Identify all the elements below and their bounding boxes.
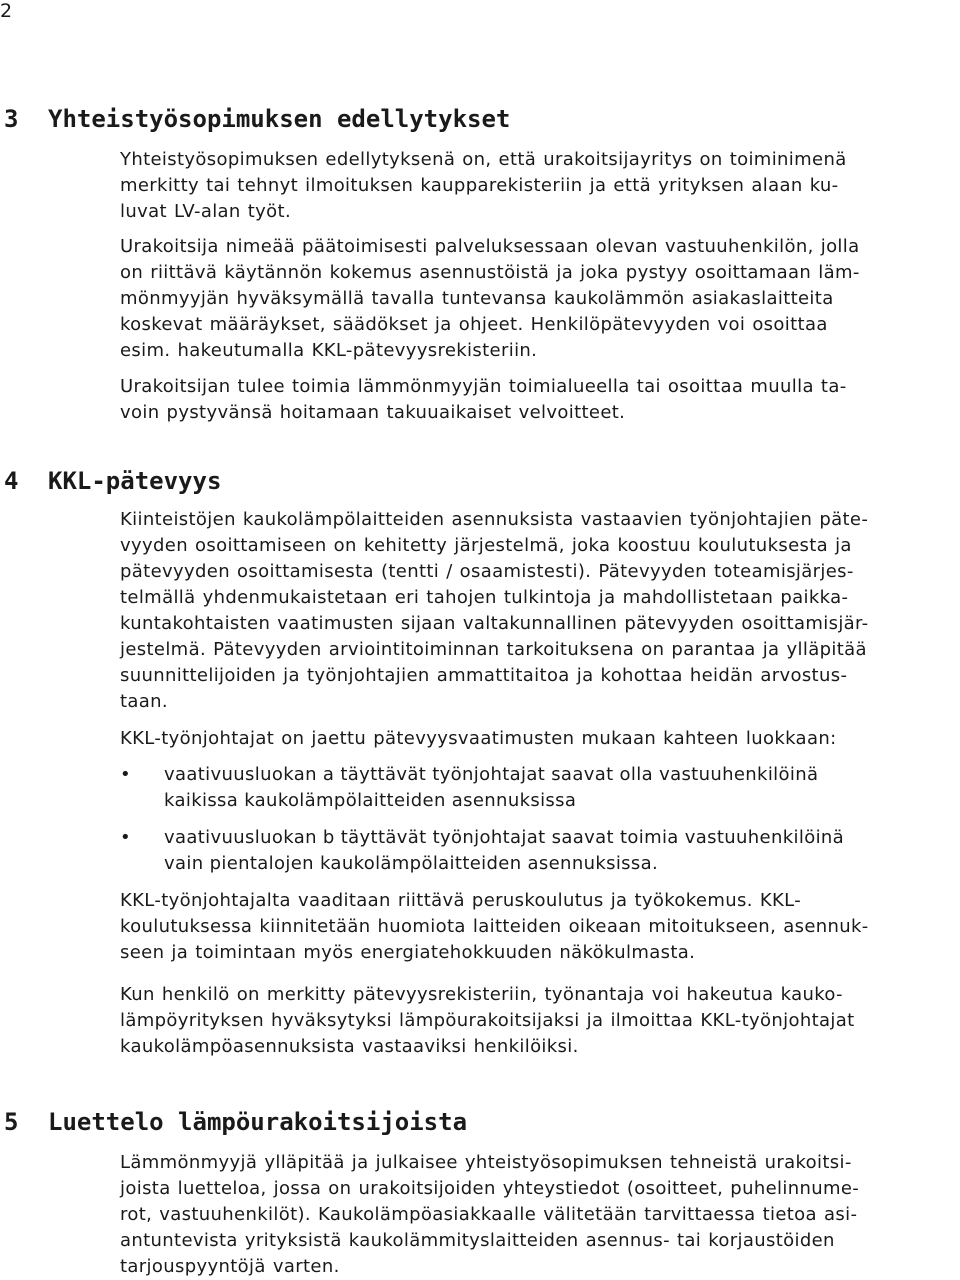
- section-number: 3: [4, 105, 19, 133]
- text-line: KKL-työnjohtajalta vaaditaan riittävä peruskoulutus ja työkokemus. KKL-: [120, 890, 802, 911]
- text-line: Kiinteistöjen kaukolämpölaitteiden asennuksista vastaavien työnjohtajien päte-: [120, 509, 869, 530]
- text-line: telmällä yhdenmukaistetaan eri tahojen tulkintoja ja mahdollistetaan paikka-: [120, 587, 849, 608]
- text-line: joista luetteloa, jossa on urakoitsijoiden yhteystiedot (osoitteet, puhelinnume-: [120, 1178, 860, 1199]
- section-number: 5: [4, 1108, 19, 1136]
- text-line: kaikissa kaukolämpölaitteiden asennuksissa: [164, 790, 577, 811]
- text-line: kaukolämpöasennuksista vastaaviksi henkilöiksi.: [120, 1036, 579, 1057]
- section-title: KKL-pätevyys: [48, 467, 222, 495]
- page-number: 2: [0, 0, 13, 22]
- text-line: Lämmönmyyjä ylläpitää ja julkaisee yhteistyösopimuksen tehneistä urakoitsi-: [120, 1152, 852, 1173]
- paragraph: [120, 1150, 950, 1280]
- text-line: vaativuusluokan a täyttävät työnjohtajat saavat olla vastuuhenkilöinä: [164, 764, 819, 785]
- text-line: lämpöyrityksen hyväksytyksi lämpöurakoitsijaksi ja ilmoittaa KKL-työnjohtajat: [120, 1010, 855, 1031]
- text-line: luvat LV-alan työt.: [120, 201, 292, 222]
- text-line: KKL-työnjohtajat on jaettu pätevyysvaatimusten mukaan kahteen luokkaan:: [120, 728, 837, 749]
- section-4-heading: [4, 466, 221, 496]
- text-line: antuntevista yrityksistä kaukolämmityslaitteiden asennus- tai korjaustöiden: [120, 1230, 835, 1251]
- text-line: voin pystyvänsä hoitamaan takuuaikaiset velvoitteet.: [120, 402, 626, 423]
- text-line: Kun henkilö on merkitty pätevyysrekisteriin, työnantaja voi hakeutua kauko-: [120, 984, 843, 1005]
- text-line: Urakoitsijan tulee toimia lämmönmyyjän toimialueella tai osoittaa muulla ta-: [120, 376, 847, 397]
- text-line: jestelmä. Pätevyyden arviointitoiminnan tarkoituksena on parantaa ja ylläpitää: [120, 639, 867, 660]
- text-line: pätevyyden osoittamisesta (tentti / osaamistesti). Pätevyyden toteamisjärjes-: [120, 561, 854, 582]
- text-line: merkitty tai tehnyt ilmoituksen kaupparekisteriin ja että yrityksen alaan ku-: [120, 175, 839, 196]
- text-line: Yhteistyösopimuksen edellytyksenä on, että urakoitsijayritys on toiminimenä: [120, 149, 847, 170]
- text-line: koskevat määräykset, säädökset ja ohjeet. Henkilöpätevyyden voi osoittaa: [120, 314, 828, 335]
- section-3-heading: [4, 104, 510, 134]
- text-line: taan.: [120, 691, 168, 712]
- section-5-heading: [4, 1107, 467, 1137]
- paragraph: [120, 888, 950, 966]
- text-line: suunnittelijoiden ja työnjohtajien ammattitaitoa ja kohottaa heidän arvostus-: [120, 665, 848, 686]
- text-line: koulutuksessa kiinnitetään huomiota laitteiden oikeaan mitoitukseen, asennuk-: [120, 916, 869, 937]
- section-number: 4: [4, 467, 19, 495]
- text-line: vaativuusluokan b täyttävät työnjohtajat saavat toimia vastuuhenkilöinä: [164, 827, 845, 848]
- text-line: on riittävä käytännön kokemus asennustöistä ja joka pystyy osoittamaan läm-: [120, 262, 860, 283]
- bullet-icon: •: [120, 827, 131, 848]
- paragraph: [120, 726, 950, 752]
- text-line: rot, vastuuhenkilöt). Kaukolämpöasiakkaalle välitetään tarvittaessa tietoa asi-: [120, 1204, 858, 1225]
- section-title: Yhteistyösopimuksen edellytykset: [48, 105, 511, 133]
- paragraph: [120, 234, 950, 364]
- text-line: kuntakohtaisten vaatimusten sijaan valtakunnallinen pätevyyden osoittamisjär-: [120, 613, 869, 634]
- paragraph: [120, 982, 950, 1060]
- section-title: Luettelo lämpöurakoitsijoista: [48, 1108, 468, 1136]
- text-line: mönmyyjän hyväksymällä tavalla tuntevansa kaukolämmön asiakaslaitteita: [120, 288, 834, 309]
- text-line: seen ja toimintaan myös energiatehokkuuden näkökulmasta.: [120, 942, 696, 963]
- text-line: vyyden osoittamiseen on kehitetty järjestelmä, joka koostuu koulutuksesta ja: [120, 535, 852, 556]
- paragraph: [120, 374, 950, 426]
- text-line: vain pientalojen kaukolämpölaitteiden asennuksissa.: [164, 853, 659, 874]
- text-line: tarjouspyyntöjä varten.: [120, 1256, 340, 1277]
- text-line: Urakoitsija nimeää päätoimisesti palveluksessaan olevan vastuuhenkilön, jolla: [120, 236, 860, 257]
- paragraph: [120, 507, 950, 715]
- bullet-icon: •: [120, 764, 131, 785]
- text-line: esim. hakeutumalla KKL-pätevyysrekisteriin.: [120, 340, 538, 361]
- paragraph: [120, 147, 950, 225]
